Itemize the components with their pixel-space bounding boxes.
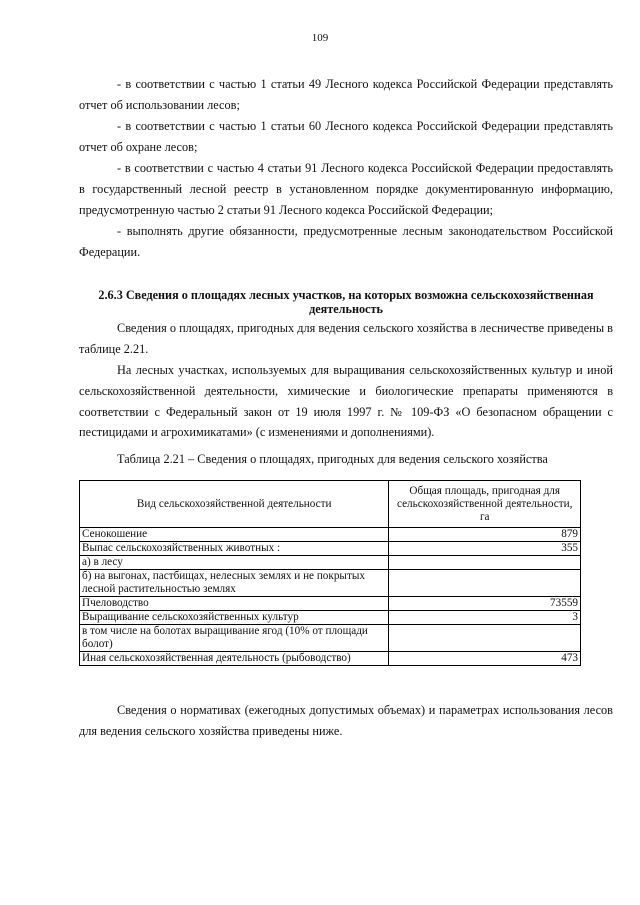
paragraph-forest-protection-report: - в соответствии с частью 1 статьи 60 Лесного кодекса Российской Федерации представлять отчет об охране лесов; (79, 119, 613, 154)
paragraph-areas-intro: Сведения о площадях, пригодных для ведения сельского хозяйства в лесничестве приведены в таблице 2.21. (79, 321, 613, 356)
table-row (80, 570, 581, 597)
table-cell-activity: б) на выгонах, пастбищах, нелесных землях и не покрытых лесной растительностью землях (80, 570, 389, 597)
paragraph-norms-below: Сведения о нормативах (ежегодных допустимых объемах) и параметрах использования лесов для ведения сельского хозяйства приведены ниже. (79, 703, 613, 738)
table-header-row (80, 481, 581, 528)
paragraph-forest-use-report: - в соответствии с частью 1 статьи 49 Лесного кодекса Российской Федерации представлять отчет об использовании лесов; (79, 77, 613, 112)
table-row (80, 597, 581, 611)
section-heading: 2.6.3 Сведения о площадях лесных участков, на которых возможна сельскохозяйственная деятельность (98, 288, 594, 316)
table-cell-activity: в том числе на болотах выращивание ягод (10% от площади болот) (80, 625, 389, 652)
table-caption: Таблица 2.21 – Сведения о площадях, пригодных для ведения сельского хозяйства (117, 452, 548, 466)
header-activity-type: Вид сельскохозяйственной деятельности (80, 481, 389, 528)
table-cell-activity: Выращивание сельскохозяйственных культур (80, 611, 389, 625)
page-number: 109 (311, 32, 329, 44)
table-cell-area: 73559 (389, 597, 581, 611)
table-cell-activity: Сенокошение (80, 528, 389, 542)
table-cell-area: 473 (389, 652, 581, 666)
table-cell-activity: Выпас сельскохозяйственных животных : (80, 542, 389, 556)
table-cell-area (389, 556, 581, 570)
paragraph-forest-registry: - в соответствии с частью 4 статьи 91 Лесного кодекса Российской Федерации предоставлять в государственный лесной реестр в установленном порядке документированную информацию, предусмотренную частью 2 статьи 91 Лесного кодекса Российской Федерации; (79, 161, 613, 217)
table-cell-activity: Пчеловодство (80, 597, 389, 611)
table-row (80, 556, 581, 570)
table-row (80, 625, 581, 652)
header-total-area: Общая площадь, пригодная для сельскохозяйственной деятельности, га (389, 481, 581, 528)
table-row (80, 652, 581, 666)
agriculture-areas-table (79, 480, 581, 666)
table-cell-activity: Иная сельскохозяйственная деятельность (рыбоводство) (80, 652, 389, 666)
table-cell-area (389, 625, 581, 652)
table-row (80, 528, 581, 542)
table-cell-area: 879 (389, 528, 581, 542)
paragraph-other-duties: - выполнять другие обязанности, предусмотренные лесным законодательством Российской Федерации. (79, 224, 613, 259)
table-row (80, 542, 581, 556)
paragraph-chemicals: На лесных участках, используемых для выращивания сельскохозяйственных культур и иной сельскохозяйственной деятельности, химические и биологические препараты применяются в соответствии с Федеральный закон от 19 июля 1997 г. № 109-ФЗ «О безопасном обращении с пестицидами и агрохимикатами» (с изменениями и дополнениями). (79, 363, 613, 440)
table-row (80, 611, 581, 625)
table-cell-area: 355 (389, 542, 581, 556)
table-cell-activity: а) в лесу (80, 556, 389, 570)
table-cell-area: 3 (389, 611, 581, 625)
table-cell-area (389, 570, 581, 597)
